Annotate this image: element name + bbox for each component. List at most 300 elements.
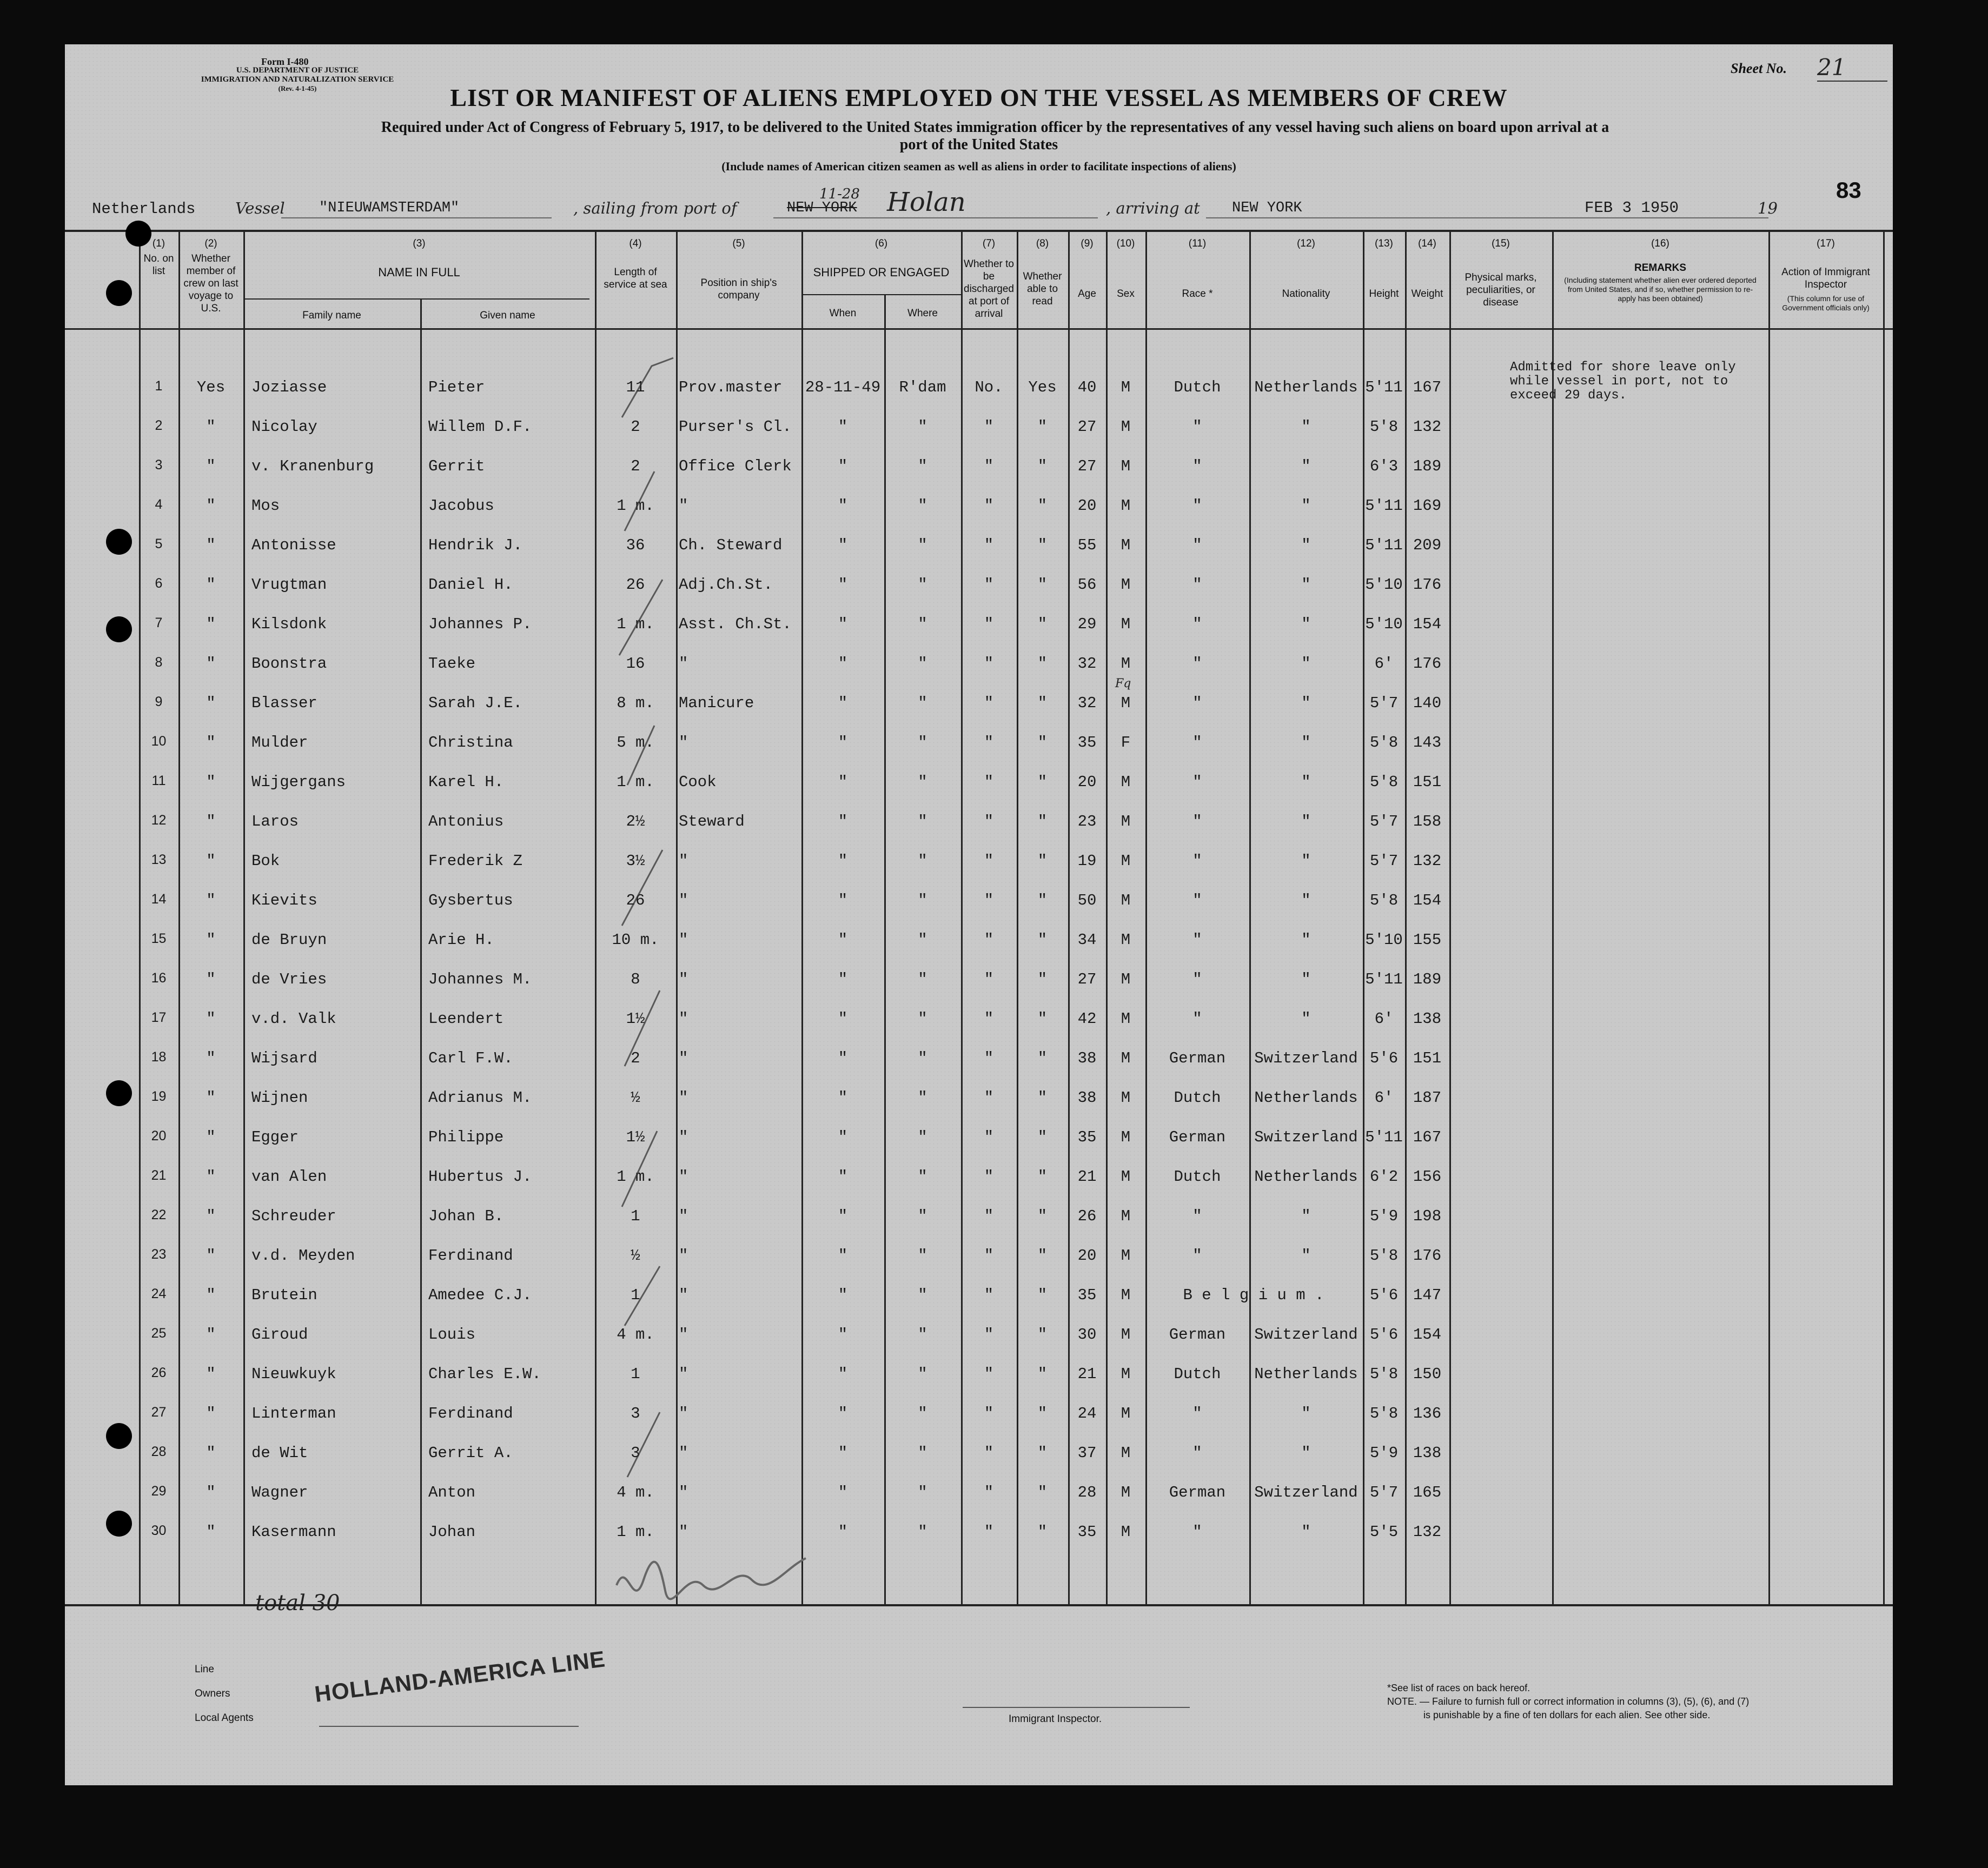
cell-weight: 189 <box>1413 970 1442 988</box>
cell-given: Antonius <box>428 813 504 830</box>
cell-position: " <box>679 1405 688 1422</box>
cell-read: " <box>1037 1128 1048 1146</box>
cell-read: " <box>1037 655 1048 673</box>
cell-crew: " <box>206 694 216 712</box>
cell-no: 6 <box>155 576 163 591</box>
cell-weight: 132 <box>1413 852 1442 870</box>
col-num-10: (10) <box>1116 238 1135 249</box>
cell-no: 18 <box>151 1049 167 1065</box>
cell-service: ½ <box>631 1247 640 1265</box>
cell-nat: Switzerland <box>1254 1049 1358 1067</box>
cell-family: de Wit <box>251 1444 308 1462</box>
cell-service: 1 m. <box>617 497 654 515</box>
cell-service: 1 <box>631 1207 640 1225</box>
cell-given: Gerrit <box>428 457 485 475</box>
cell-family: v.d. Valk <box>251 1010 336 1028</box>
cell-no: 4 <box>155 497 163 512</box>
cell-nat: " <box>1301 970 1311 988</box>
cell-height: 5'11 <box>1365 970 1403 988</box>
cell-read: " <box>1037 1444 1048 1462</box>
cell-age: 20 <box>1077 773 1097 791</box>
sailing-label: , sailing from port of <box>573 199 737 217</box>
cell-height: 5'8 <box>1369 1405 1399 1422</box>
cell-crew: Yes <box>196 378 226 396</box>
cell-service: 2 <box>631 457 640 475</box>
cell-given: Jacobus <box>428 497 494 515</box>
cell-race: " <box>1192 1010 1202 1028</box>
cell-family: Joziasse <box>251 378 327 396</box>
cell-read: " <box>1037 1089 1048 1107</box>
cell-no: 17 <box>151 1010 167 1025</box>
cell-when: " <box>838 1286 848 1304</box>
header-sex: Sex <box>1117 288 1135 300</box>
cell-race: " <box>1192 536 1202 554</box>
subtitle-line-1: Required under Act of Congress of February 5, 1917, to be delivered to the United States immigration officer by the representatives of any vessel having such aliens on board upon arrival at a <box>381 119 1609 136</box>
cell-position: " <box>679 852 688 870</box>
cell-height: 5'7 <box>1369 813 1399 830</box>
cell-family: Kievits <box>251 892 317 909</box>
cell-sex: M <box>1121 497 1131 515</box>
cell-when: " <box>838 576 848 594</box>
cell-nat: " <box>1301 1405 1311 1422</box>
header-inspector-action: Action of Immigrant Inspector <box>1781 267 1870 290</box>
cell-age: 38 <box>1077 1049 1097 1067</box>
cell-where: " <box>918 694 927 712</box>
cell-no: 13 <box>151 852 167 867</box>
cell-nat: " <box>1301 734 1311 752</box>
cell-crew: " <box>206 813 216 830</box>
port-from-handwritten: Holan <box>887 187 966 217</box>
cell-where: " <box>918 892 927 909</box>
cell-race: Dutch <box>1174 1168 1221 1186</box>
cell-service: 1 <box>631 1286 640 1304</box>
cell-race: German <box>1169 1326 1226 1344</box>
cell-height: 5'11 <box>1365 536 1403 554</box>
cell-service: 1 m. <box>617 773 654 791</box>
cell-when: " <box>838 1049 848 1067</box>
cell-disch: " <box>984 970 994 988</box>
remarks-line: Admitted for shore leave only <box>1510 360 1736 375</box>
cell-when: " <box>838 457 848 475</box>
cell-height: 5'11 <box>1365 378 1403 396</box>
cell-where: " <box>918 1444 927 1462</box>
cell-read: " <box>1037 615 1048 633</box>
cell-family: Linterman <box>251 1405 336 1422</box>
cell-age: 27 <box>1077 970 1097 988</box>
cell-sex: M <box>1121 1089 1131 1107</box>
cell-race: " <box>1192 852 1202 870</box>
cell-crew: " <box>206 457 216 475</box>
col-num-17: (17) <box>1817 238 1835 249</box>
cell-given: Philippe <box>428 1128 504 1146</box>
cell-height: 5'7 <box>1369 852 1399 870</box>
cell-given: Willem D.F. <box>428 418 532 436</box>
cell-family: Kilsdonk <box>251 615 327 633</box>
cell-read: " <box>1037 536 1048 554</box>
cell-race: " <box>1192 457 1202 475</box>
cell-crew: " <box>206 892 216 909</box>
cell-position: " <box>679 734 688 752</box>
punch-hole <box>106 1423 132 1449</box>
cell-position: Office Clerk <box>679 457 792 475</box>
cell-age: 40 <box>1077 378 1097 396</box>
remarks-text <box>1510 361 1736 403</box>
cell-disch: " <box>984 694 994 712</box>
cell-where: " <box>918 773 927 791</box>
col-num-5: (5) <box>732 238 745 249</box>
cell-crew: " <box>206 1128 216 1146</box>
cell-nat: Netherlands <box>1254 1365 1358 1383</box>
cell-family: Brutein <box>251 1286 317 1304</box>
cell-read: " <box>1037 457 1048 475</box>
table-header-rule <box>65 328 1893 330</box>
cell-race: German <box>1169 1128 1226 1146</box>
cell-sex: M <box>1121 576 1131 594</box>
cell-no: 25 <box>151 1326 167 1341</box>
cell-where: " <box>918 1207 927 1225</box>
cell-sex: M <box>1121 1247 1131 1265</box>
cell-disch: " <box>984 655 994 673</box>
cell-age: 19 <box>1077 852 1097 870</box>
cell-when: " <box>838 1207 848 1225</box>
header-remarks-note: (Including statement whether alien ever ordered deported from United States, and if so, whether permission to re-apply has been obtained) <box>1564 276 1757 303</box>
manifest-title: LIST OR MANIFEST OF ALIENS EMPLOYED ON THE VESSEL AS MEMBERS OF CREW <box>450 84 1508 111</box>
cell-sex: M <box>1121 655 1131 673</box>
cell-service: 4 m. <box>617 1326 654 1344</box>
cell-where: " <box>918 418 927 436</box>
cell-crew: " <box>206 1365 216 1383</box>
cell-position: Cook <box>679 773 717 791</box>
cell-no: 1 <box>155 378 163 394</box>
fine-note-1: NOTE. — Failure to furnish full or correct information in columns (3), (5), (6), and (7) <box>1387 1696 1750 1707</box>
cell-age: 35 <box>1077 1128 1097 1146</box>
cell-race: Dutch <box>1174 1089 1221 1107</box>
cell-when: " <box>838 1010 848 1028</box>
cell-nat: " <box>1301 852 1311 870</box>
cell-no: 15 <box>151 931 167 946</box>
cell-given: Gysbertus <box>428 892 513 909</box>
cell-weight: 176 <box>1413 1247 1442 1265</box>
cell-weight: 209 <box>1413 536 1442 554</box>
cell-when: " <box>838 1168 848 1186</box>
cell-weight: 189 <box>1413 457 1442 475</box>
cell-weight: 140 <box>1413 694 1442 712</box>
cell-service: 1½ <box>626 1010 645 1028</box>
cell-family: Schreuder <box>251 1207 336 1225</box>
cell-family: v. Kranenburg <box>251 457 374 475</box>
holland-america-stamp: HOLLAND-AMERICA LINE <box>313 1646 607 1707</box>
col-num-15: (15) <box>1492 238 1510 249</box>
form-revision: (Rev. 4-1-45) <box>278 84 317 92</box>
cell-given: Anton <box>428 1484 476 1501</box>
cell-given: Christina <box>428 734 513 752</box>
cell-age: 21 <box>1077 1365 1097 1383</box>
cell-no: 27 <box>151 1405 167 1420</box>
cell-sex: M <box>1121 615 1131 633</box>
cell-age: 29 <box>1077 615 1097 633</box>
header-where: Where <box>907 308 938 319</box>
cell-nat: " <box>1301 1523 1311 1541</box>
sheet-number: 21 <box>1817 54 1887 82</box>
cell-crew: " <box>206 497 216 515</box>
cell-no: 16 <box>151 970 167 986</box>
manifest-sheet <box>65 44 1893 1785</box>
col-num-16: (16) <box>1651 238 1669 249</box>
cell-no: 10 <box>151 734 167 749</box>
inspector-label: Immigrant Inspector. <box>1009 1713 1102 1725</box>
cell-given: Arie H. <box>428 931 494 949</box>
cell-position: " <box>679 1365 688 1383</box>
cell-age: 37 <box>1077 1444 1097 1462</box>
port-from: NEW YORK <box>787 200 857 216</box>
sheet-label: Sheet No. <box>1731 61 1787 76</box>
cell-where: " <box>918 497 927 515</box>
cell-family: van Alen <box>251 1168 327 1186</box>
cell-where: " <box>918 1484 927 1501</box>
cell-nat: " <box>1301 536 1311 554</box>
cell-race: Dutch <box>1174 1365 1221 1383</box>
cell-age: 26 <box>1077 1207 1097 1225</box>
cell-family: Wijgergans <box>251 773 346 791</box>
cell-height: 6' <box>1374 655 1394 673</box>
cell-crew: " <box>206 536 216 554</box>
cell-service: 1 m. <box>617 615 654 633</box>
cell-read: " <box>1037 734 1048 752</box>
col-num-1: (1) <box>152 238 165 249</box>
cell-height: 5'10 <box>1365 576 1403 594</box>
cell-when: " <box>838 1326 848 1344</box>
cell-weight: 176 <box>1413 655 1442 673</box>
cell-weight: 176 <box>1413 576 1442 594</box>
cell-no: 22 <box>151 1207 167 1222</box>
cell-where: R'dam <box>899 378 946 396</box>
cell-sex: M <box>1121 694 1131 712</box>
cell-height: 5'8 <box>1369 1365 1399 1383</box>
subtitle-line-2: port of the United States <box>899 136 1058 153</box>
cell-disch: " <box>984 1326 994 1344</box>
cell-no: 7 <box>155 615 163 630</box>
cell-family: Bok <box>251 852 280 870</box>
cell-height: 5'7 <box>1369 694 1399 712</box>
cell-position: " <box>679 1484 688 1501</box>
header-given-name: Given name <box>480 310 535 321</box>
cell-crew: " <box>206 773 216 791</box>
cell-position: Asst. Ch.St. <box>679 615 792 633</box>
cell-when: " <box>838 773 848 791</box>
cell-when: " <box>838 813 848 830</box>
cell-sex: M <box>1121 536 1131 554</box>
cell-position: Prov.master <box>679 378 783 396</box>
cell-sex: M <box>1121 892 1131 909</box>
cell-family: Wijsard <box>251 1049 317 1067</box>
cell-family: v.d. Meyden <box>251 1247 355 1265</box>
cell-disch: " <box>984 497 994 515</box>
cell-position: " <box>679 655 688 673</box>
cell-service: 1 m. <box>617 1523 654 1541</box>
cell-disch: " <box>984 1207 994 1225</box>
cell-read: " <box>1037 1326 1048 1344</box>
cell-age: 35 <box>1077 1286 1097 1304</box>
cell-when: " <box>838 1444 848 1462</box>
cell-position: " <box>679 1523 688 1541</box>
header-weight: Weight <box>1411 288 1443 300</box>
cell-race: " <box>1192 1405 1202 1422</box>
cell-height: 5'8 <box>1369 1247 1399 1265</box>
cell-crew: " <box>206 1523 216 1541</box>
cell-sex: M <box>1121 813 1131 830</box>
cell-no: 29 <box>151 1484 167 1499</box>
cell-given: Sarah J.E. <box>428 694 523 712</box>
cell-service: 16 <box>626 655 645 673</box>
arrival-date: FEB 3 1950 <box>1585 199 1679 217</box>
col-num-12: (12) <box>1297 238 1315 249</box>
cell-given: Johan <box>428 1523 476 1541</box>
cell-no: 23 <box>151 1247 167 1262</box>
cell-read: " <box>1037 813 1048 830</box>
cell-sex: M <box>1121 418 1131 436</box>
col-num-8: (8) <box>1036 238 1049 249</box>
cell-race: " <box>1192 813 1202 830</box>
table-top-rule <box>65 230 1893 232</box>
cell-read: " <box>1037 497 1048 515</box>
cell-position: Purser's Cl. <box>679 418 792 436</box>
cell-race: German <box>1169 1049 1226 1067</box>
punch-hole <box>106 616 132 642</box>
cell-sex: M <box>1121 931 1131 949</box>
cell-age: 27 <box>1077 457 1097 475</box>
cell-crew: " <box>206 970 216 988</box>
header-crew-last-voyage: Whether member of crew on last voyage to U.S. <box>183 253 238 314</box>
cell-when: " <box>838 1523 848 1541</box>
cell-race: B e l g i u m . <box>1183 1286 1324 1304</box>
cell-race: " <box>1192 497 1202 515</box>
cell-race: German <box>1169 1484 1226 1501</box>
cell-when: " <box>838 418 848 436</box>
cell-nat: " <box>1301 615 1311 633</box>
cell-given: Frederik Z <box>428 852 523 870</box>
cell-crew: " <box>206 931 216 949</box>
cell-weight: 187 <box>1413 1089 1442 1107</box>
cell-height: 6' <box>1374 1010 1394 1028</box>
cell-family: Mos <box>251 497 280 515</box>
cell-service: ½ <box>631 1089 640 1107</box>
cell-disch: " <box>984 931 994 949</box>
remarks-line: exceed 29 days. <box>1510 388 1627 403</box>
footer-agents-label: Local Agents <box>195 1712 254 1724</box>
cell-disch: " <box>984 1365 994 1383</box>
cell-family: de Vries <box>251 970 327 988</box>
cell-height: 5'8 <box>1369 892 1399 909</box>
header-height: Height <box>1369 288 1399 300</box>
cell-weight: 132 <box>1413 418 1442 436</box>
cell-position: " <box>679 1168 688 1186</box>
cell-height: 5'11 <box>1365 1128 1403 1146</box>
header-remarks: REMARKS <box>1634 262 1687 274</box>
cell-service: 8 m. <box>617 694 654 712</box>
cell-disch: " <box>984 1484 994 1501</box>
header-age: Age <box>1078 288 1096 300</box>
arrival-port: NEW YORK <box>1232 200 1302 216</box>
cell-service: 26 <box>626 892 645 909</box>
cell-service: 1 <box>631 1365 640 1383</box>
cell-crew: " <box>206 1247 216 1265</box>
cell-age: 55 <box>1077 536 1097 554</box>
cell-crew: " <box>206 1484 216 1501</box>
cell-nat: " <box>1301 892 1311 909</box>
cell-crew: " <box>206 734 216 752</box>
cell-sex: M <box>1121 1523 1131 1541</box>
cell-where: " <box>918 931 927 949</box>
punch-hole <box>106 1511 132 1537</box>
cell-family: Laros <box>251 813 299 830</box>
cell-height: 5'8 <box>1369 418 1399 436</box>
cell-disch: " <box>984 773 994 791</box>
cell-when: " <box>838 1247 848 1265</box>
cell-crew: " <box>206 576 216 594</box>
cell-given: Ferdinand <box>428 1247 513 1265</box>
cell-read: Yes <box>1028 378 1057 396</box>
cell-sex: M <box>1121 970 1131 988</box>
cell-crew: " <box>206 852 216 870</box>
cell-when: " <box>838 536 848 554</box>
cell-sex: M <box>1121 378 1131 396</box>
cell-given: Louis <box>428 1326 476 1344</box>
cell-where: " <box>918 1523 927 1541</box>
cell-nat: " <box>1301 1010 1311 1028</box>
cell-where: " <box>918 1365 927 1383</box>
cell-height: 5'6 <box>1369 1286 1399 1304</box>
page-number: 83 <box>1836 177 1861 203</box>
cell-no: 12 <box>151 813 167 828</box>
cell-nat: " <box>1301 418 1311 436</box>
cell-nat: " <box>1301 931 1311 949</box>
cell-disch: " <box>984 1128 994 1146</box>
cell-read: " <box>1037 1523 1048 1541</box>
cell-when: " <box>838 1089 848 1107</box>
cell-when: " <box>838 615 848 633</box>
header-shipped-engaged: SHIPPED OR ENGAGED <box>813 265 950 279</box>
cell-read: " <box>1037 852 1048 870</box>
cell-height: 5'5 <box>1369 1523 1399 1541</box>
cell-where: " <box>918 970 927 988</box>
cell-where: " <box>918 615 927 633</box>
cell-given: Karel H. <box>428 773 504 791</box>
cell-position: " <box>679 970 688 988</box>
service-name: IMMIGRATION AND NATURALIZATION SERVICE <box>201 75 394 84</box>
cell-family: Nieuwkuyk <box>251 1365 336 1383</box>
cell-family: Blasser <box>251 694 317 712</box>
arriving-label: , arriving at <box>1106 199 1200 217</box>
cell-read: " <box>1037 694 1048 712</box>
vessel-flag: Netherlands <box>92 200 196 218</box>
cell-position: Steward <box>679 813 745 830</box>
cell-disch: No. <box>975 378 1003 396</box>
cell-sex: F <box>1121 734 1131 752</box>
cell-crew: " <box>206 1089 216 1107</box>
cell-height: 5'8 <box>1369 773 1399 791</box>
cell-nat: " <box>1301 1444 1311 1462</box>
cell-disch: " <box>984 1089 994 1107</box>
cell-no: 8 <box>155 655 163 670</box>
cell-disch: " <box>984 536 994 554</box>
cell-crew: " <box>206 1168 216 1186</box>
cell-race: " <box>1192 892 1202 909</box>
cell-age: 32 <box>1077 655 1097 673</box>
cell-race: " <box>1192 773 1202 791</box>
cell-weight: 150 <box>1413 1365 1442 1383</box>
header-when: When <box>829 308 857 319</box>
cell-family: Wijnen <box>251 1089 308 1107</box>
